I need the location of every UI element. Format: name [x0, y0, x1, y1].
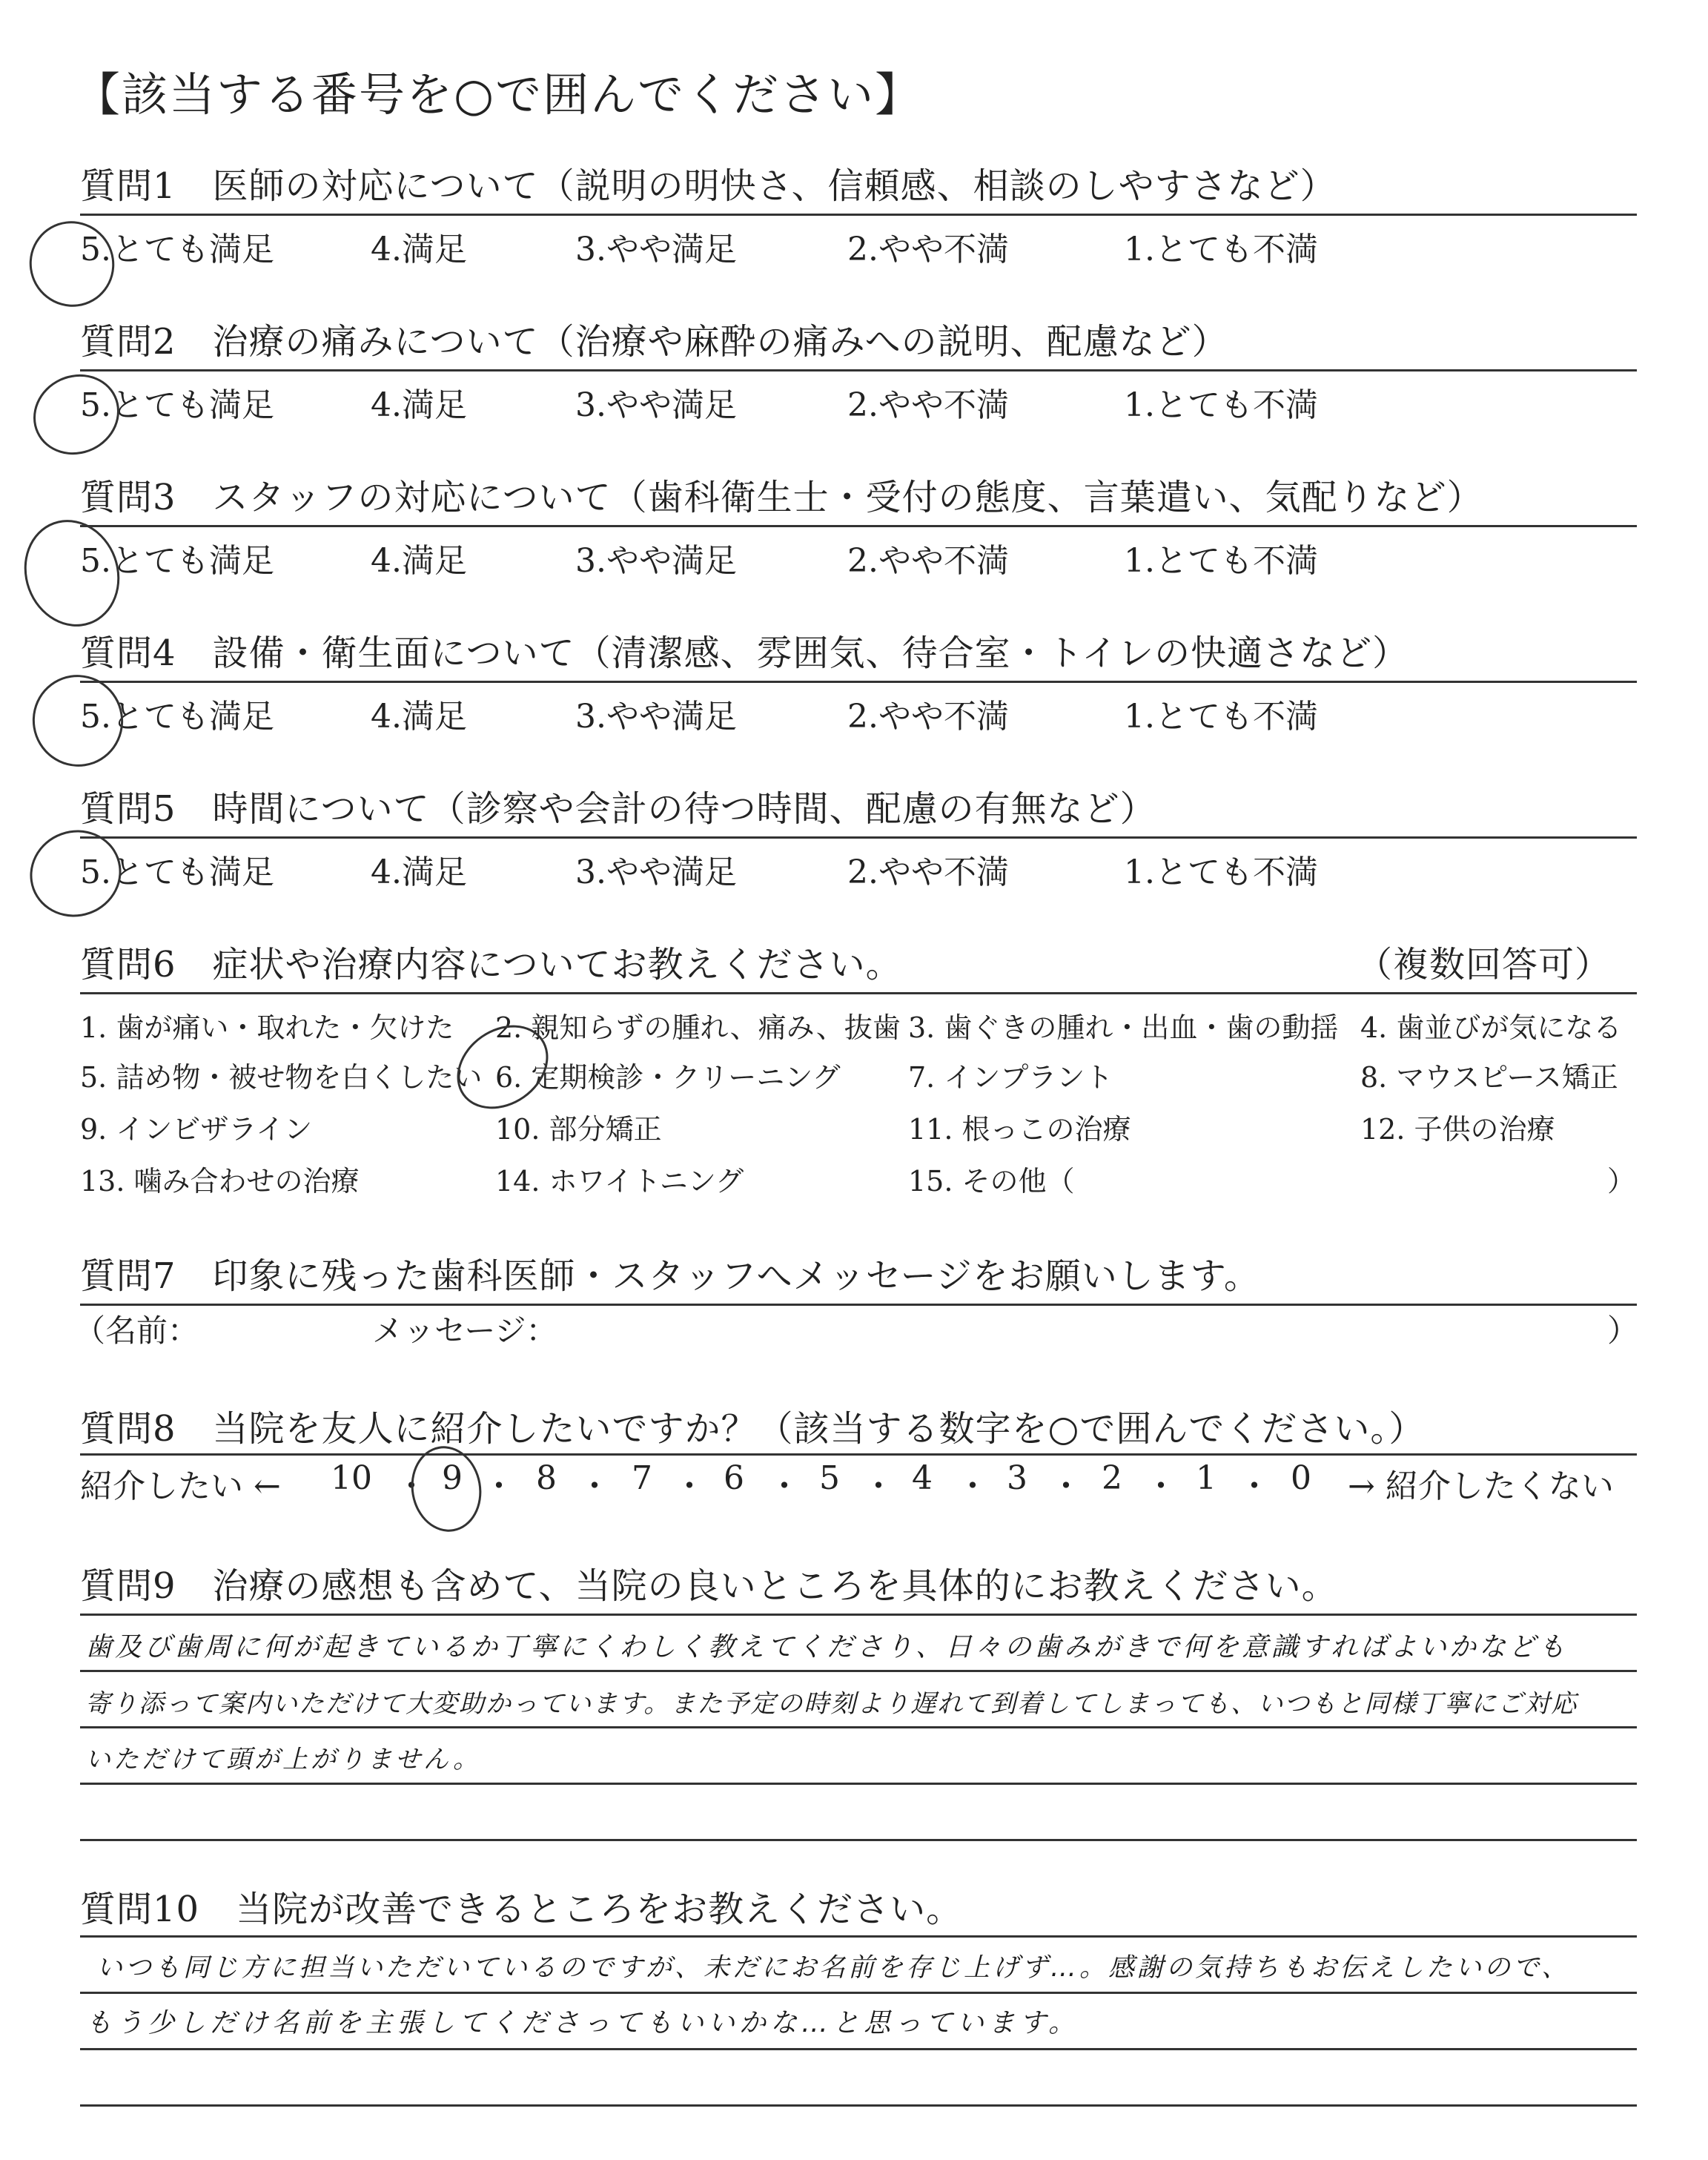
page-header: 【該当する番号を○で囲んでください】 — [74, 67, 923, 122]
q5-option-3[interactable]: 3.やや満足 — [575, 853, 737, 891]
q9-answer-line-3: いただけて頭が上がりません。 — [85, 1745, 482, 1774]
q4-rule — [80, 681, 1637, 683]
q5-option-1[interactable]: 1.とても不満 — [1124, 853, 1318, 891]
q9-answer-line-2: 寄り添って案内いただけて大変助かっています。また予定の時刻より遅れて到着してしまっても、いつもと同様丁寧にご対応 — [85, 1689, 1578, 1719]
q8-left-label: 紹介したい ← — [80, 1467, 281, 1505]
q10-line-2 — [80, 1992, 1637, 1994]
q7-name-label: （名前： — [74, 1312, 199, 1349]
q6-item-1[interactable]: 1. 歯が痛い・取れた・欠けた — [80, 1011, 454, 1044]
q6-item-8[interactable]: 8. マウスピース矯正 — [1360, 1061, 1618, 1094]
q6-item-13[interactable]: 13. 噛み合わせの治療 — [80, 1165, 360, 1198]
q4-selection-circle — [19, 662, 136, 779]
q1-option-2[interactable]: 2.やや不満 — [847, 231, 1009, 268]
q10-answer-line-2: もう少しだけ名前を主張してくださってもいいかな…と思っています。 — [85, 2008, 1080, 2038]
q4-options — [80, 690, 1563, 734]
q2-option-3[interactable]: 3.やや満足 — [575, 386, 737, 424]
q9-answer-line-1: 歯及び歯周に何が起きているか丁寧にくわしく教えてくださり、日々の歯みがきで何を意識すればよいかなども — [85, 1632, 1569, 1662]
q9-line-3 — [80, 1726, 1637, 1728]
q1-option-3[interactable]: 3.やや満足 — [575, 231, 737, 268]
q6-item-2[interactable]: 2. 親知らずの腫れ、痛み、抜歯 — [495, 1011, 901, 1044]
q6-item-11[interactable]: 11. 根っこの治療 — [908, 1113, 1131, 1146]
q4-option-1[interactable]: 1.とても不満 — [1124, 698, 1318, 736]
q9-title: 質問9 治療の感想も含めて、当院の良いところを具体的にお教えください。 — [80, 1565, 1338, 1607]
q7-close-paren: ） — [1607, 1312, 1639, 1349]
q5-options — [80, 845, 1563, 890]
q6-item-15-close: ） — [1607, 1165, 1636, 1198]
q6-note: （複数回答可） — [1357, 944, 1612, 985]
q8-right-label: → 紹介したくない — [1348, 1467, 1614, 1505]
q9-line-2 — [80, 1670, 1637, 1672]
q8-scale-1[interactable]: 1 — [1196, 1459, 1217, 1497]
q5-title: 質問5 時間について（診察や会計の待つ時間、配慮の有無など） — [80, 788, 1156, 830]
q3-option-4[interactable]: 4.満足 — [371, 542, 467, 580]
q1-option-5[interactable]: 5.とても満足 — [80, 231, 274, 268]
q4-option-4[interactable]: 4.満足 — [371, 698, 467, 736]
q8-scale-7[interactable]: 7 — [632, 1459, 652, 1497]
q6-title: 質問6 症状や治療内容についてお教えください。 — [80, 944, 902, 985]
q2-options — [80, 378, 1563, 423]
q8-scale-6[interactable]: 6 — [724, 1459, 744, 1497]
q6-item-3[interactable]: 3. 歯ぐきの腫れ・出血・歯の動揺 — [908, 1011, 1339, 1044]
q8-scale-3[interactable]: 3 — [1007, 1459, 1027, 1497]
q1-options — [80, 222, 1563, 267]
q8-scale-8[interactable]: 8 — [536, 1459, 557, 1497]
q4-option-5[interactable]: 5.とても満足 — [80, 698, 274, 736]
q3-title: 質問3 スタッフの対応について（歯科衛生士・受付の態度、言葉遣い、気配りなど） — [80, 477, 1483, 518]
q8-title: 質問8 当院を友人に紹介したいですか？（該当する数字を○で囲んでください。） — [80, 1408, 1426, 1450]
q6-item-7[interactable]: 7. インプラント — [908, 1061, 1113, 1094]
q2-rule — [80, 369, 1637, 371]
q3-option-1[interactable]: 1.とても不満 — [1124, 542, 1318, 580]
q2-title: 質問2 治療の痛みについて（治療や麻酔の痛みへの説明、配慮など） — [80, 321, 1228, 363]
q6-item-14[interactable]: 14. ホワイトニング — [495, 1165, 744, 1198]
q1-option-4[interactable]: 4.満足 — [371, 231, 467, 268]
q3-option-5[interactable]: 5.とても満足 — [80, 542, 274, 580]
q3-option-2[interactable]: 2.やや不満 — [847, 542, 1009, 580]
q3-rule — [80, 525, 1637, 527]
q8-scale-9[interactable]: 9 — [442, 1459, 463, 1497]
q9-line-4 — [80, 1783, 1637, 1785]
q8-scale-5[interactable]: 5 — [819, 1459, 840, 1497]
q6-item-10[interactable]: 10. 部分矯正 — [495, 1113, 662, 1146]
q5-selection-circle — [18, 817, 133, 929]
q5-rule — [80, 836, 1637, 839]
q6-item-12[interactable]: 12. 子供の治療 — [1360, 1113, 1555, 1146]
q6-rule — [80, 992, 1637, 994]
q10-answer-line-1: いつも同じ方に担当いただいているのですが、未だにお名前を存じ上げず…。感謝の気持ちもお伝えしたいので、 — [96, 1953, 1571, 1983]
q1-rule — [80, 214, 1637, 216]
q4-option-3[interactable]: 3.やや満足 — [575, 698, 737, 736]
q4-title: 質問4 設備・衛生面について（清潔感、雰囲気、待合室・トイレの快適さなど） — [80, 633, 1409, 674]
q7-rule — [80, 1304, 1637, 1306]
q7-title: 質問7 印象に残った歯科医師・スタッフへメッセージをお願いします。 — [80, 1255, 1260, 1297]
q9-line-5 — [80, 1839, 1637, 1841]
q5-option-4[interactable]: 4.満足 — [371, 853, 467, 891]
q2-option-5[interactable]: 5.とても満足 — [80, 386, 274, 424]
q2-selection-circle — [20, 360, 133, 469]
q8-scale-10[interactable]: 10 — [331, 1459, 372, 1497]
q7-message-label: メッセージ： — [372, 1312, 557, 1349]
q5-option-2[interactable]: 2.やや不満 — [847, 853, 1009, 891]
q4-option-2[interactable]: 2.やや不満 — [847, 698, 1009, 736]
q1-option-1[interactable]: 1.とても不満 — [1124, 231, 1318, 268]
q2-option-2[interactable]: 2.やや不満 — [847, 386, 1009, 424]
q6-item-4[interactable]: 4. 歯並びが気になる — [1360, 1011, 1622, 1044]
q5-option-5[interactable]: 5.とても満足 — [80, 853, 274, 891]
q1-title: 質問1 医師の対応について（説明の明快さ、信頼感、相談のしやすさなど） — [80, 165, 1337, 207]
q6-item-9[interactable]: 9. インビザライン — [80, 1113, 313, 1146]
q10-line-4 — [80, 2104, 1637, 2107]
q2-option-1[interactable]: 1.とても不満 — [1124, 386, 1318, 424]
q6-item-6[interactable]: 6. 定期検診・クリーニング — [495, 1061, 841, 1094]
q6-item-5[interactable]: 5. 詰め物・被せ物を白くしたい — [80, 1061, 483, 1094]
q8-scale-0[interactable]: 0 — [1291, 1459, 1311, 1497]
q2-option-4[interactable]: 4.満足 — [371, 386, 467, 424]
q10-title: 質問10 当院が改善できるところをお教えください。 — [80, 1889, 963, 1930]
q3-option-3[interactable]: 3.やや満足 — [575, 542, 737, 580]
q8-scale-4[interactable]: 4 — [912, 1459, 933, 1497]
q6-item-15[interactable]: 15. その他（ — [908, 1165, 1075, 1198]
q8-rule — [80, 1453, 1637, 1456]
q10-line-3 — [80, 2048, 1637, 2050]
q10-line-1 — [80, 1935, 1637, 1938]
q9-line-1 — [80, 1614, 1637, 1616]
q8-scale-2[interactable]: 2 — [1102, 1459, 1122, 1497]
q3-options — [80, 534, 1563, 578]
